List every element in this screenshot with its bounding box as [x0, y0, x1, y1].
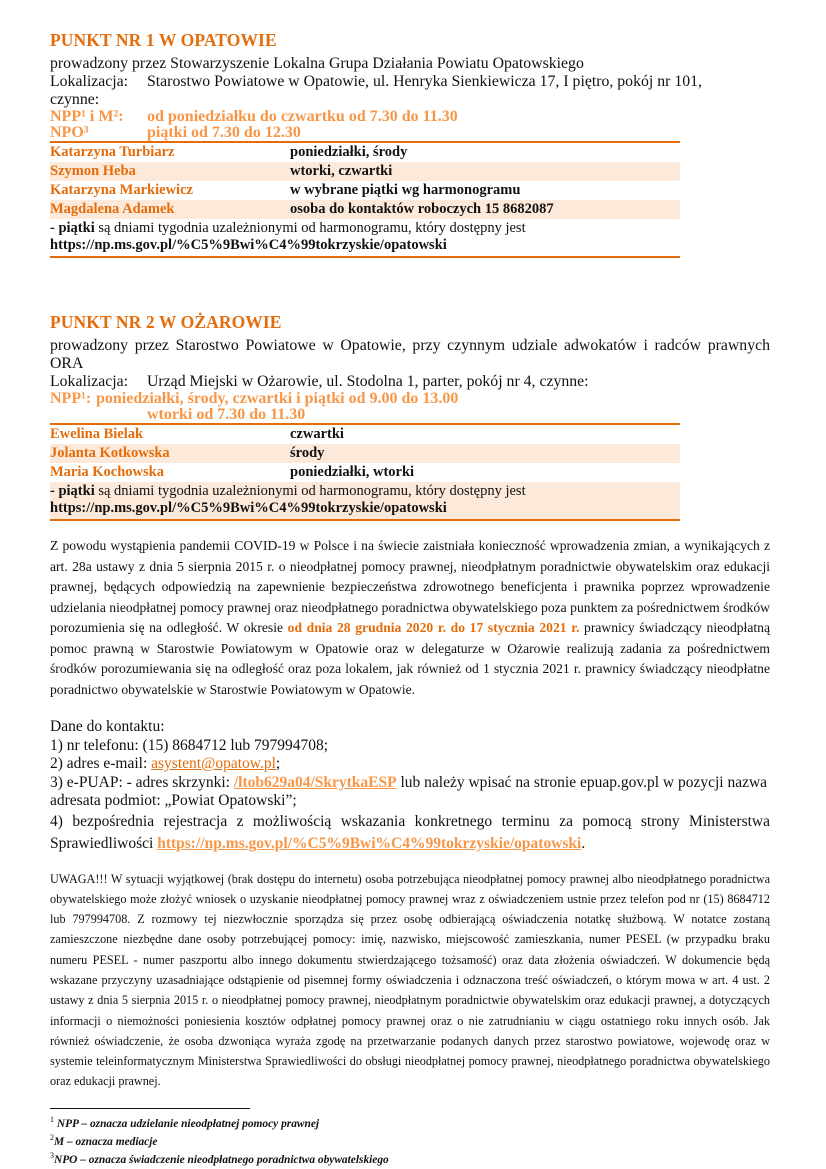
- note-bold: - piątki: [50, 220, 95, 236]
- footnote-2: [50, 1131, 770, 1149]
- staff-name: Magdalena Adamek: [50, 200, 290, 219]
- note-text: są dniami tygodnia uzależnionymi od harmonogramu, który dostępny jest: [94, 483, 526, 499]
- staff-name: Maria Kochowska: [50, 464, 164, 480]
- hours-text: wtorki od 7.30 do 11.30: [147, 406, 306, 423]
- footnote-mark: 1: [50, 1114, 54, 1124]
- covid-date-range: od dnia 28 grudnia 2020 r. do 17 stycznia 2021 r.: [287, 620, 580, 635]
- table-row: [50, 482, 680, 520]
- footnote-text: NPO – oznacza świadczenie nieodpłatnego poradnictwa obywatelskiego: [54, 1154, 389, 1167]
- contact-phone: 1) nr telefonu: (15) 8684712 lub 797994708;: [50, 736, 329, 754]
- contact-epuap: [50, 774, 770, 811]
- staff-days: wtorki, czwartki: [290, 162, 680, 181]
- table-row: [50, 200, 680, 219]
- staff-name: Jolanta Kotkowska: [50, 444, 290, 463]
- covid-text-a: Z powodu wystąpienia pandemii COVID-19 w Polsce i na świecie zaistniała konieczność wprowadzenia zmian, a wynikających z art. 28a ustawy z dnia 5 sierpnia 2015 r. o nieodpłatnej pomocy prawnej, nieodpłatnym poradnictwie obywatelskim oraz edukacji prawnej, będących odpowiedzią na zapewnienie bezpieczeństwa zdrowotnego beneficjenta i prawnika poprzez wprowadzenie udzielania nieodpłatnej pomocy prawnej oraz nieodpłatnego poradnictwa obywatelskiego poza punktem za pośrednictwem środków porozumienia się na odległość. W okresie: [50, 538, 770, 635]
- hours-text: piątki od 7.30 do 12.30: [147, 124, 301, 141]
- email-end: ;: [275, 755, 281, 772]
- table-row: [50, 219, 680, 257]
- note-text: są dniami tygodnia uzależnionymi od harmonogramu, który dostępny jest: [94, 220, 526, 236]
- uwaga-paragraph: UWAGA!!! W sytuacji wyjątkowej (brak dostępu do internetu) osoba potrzebująca nieodpłatnej pomocy prawnej albo nieodpłatnego poradnictwa obywatelskiego może złożyć wniosek o uzyskanie nieodpłatnej pomocy prawnej wraz z oświadczeniem ustnie przez telefon pod nr (15) 8684712 lub 797994708. Z rozmowy tej niezwłocznie sporządza się przez osobę odbierającą oświadczenia notatkę służbową. W notatce zostaną zamieszczone niezbędne dane osoby potrzebującej pomocy: imię, nazwisko, miejscowość zamieszkania, numer PESEL (w przypadku braku numeru PESEL - numer paszportu albo innego dokumentu stwierdzającego tożsamość) oraz data złożenia oświadczeń. W dokumencie będą wskazane przyczyny uzasadniające odstąpienie od pisemnej formy oświadczenia i odznaczona treść oświadczeń, o którym mowa w art. 4 ust. 2 ustawy z dnia 5 sierpnia 2015 r. o nieodpłatnej pomocy prawnej, nieodpłatnym poradnictwie obywatelskim oraz edukacji prawnej, a dotyczących informacji o niemożności poniesienia kosztów odpłatnej pomocy prawnej oraz o nie zatrudnianiu w ciągu ostatniego roku innych osób. Jak również oświadczenie, że osoba dzwoniąca wyraża zgodę na przetwarzanie podanych danych przez starostwo powiatowe, wojewodę oraz w systemie teleinformatycznym Ministerstwa Sprawiedliwości do obsługi nieodpłatnej pomocy prawnej, nieodpłatnego poradnictwa obywatelskiego oraz edukacji prawnej.: [50, 871, 770, 1089]
- punkt1-operator: prowadzony przez Stowarzyszenie Lokalna Grupa Działania Powiatu Opatowskiego: [50, 55, 584, 72]
- footnote-3: [50, 1149, 770, 1167]
- schedule-note: [50, 219, 680, 257]
- epuap-label: 3) e-PUAP: - adres skrzynki:: [50, 773, 234, 791]
- note-bold: - piątki: [50, 483, 95, 499]
- footnote-text: M – oznacza mediacje: [54, 1135, 158, 1148]
- table-row: [50, 162, 680, 181]
- punkt1-location: [50, 73, 770, 91]
- table-row: [50, 444, 680, 463]
- epuap-box-link[interactable]: /ltob629a04/SkrytkaESP: [233, 773, 397, 791]
- location-label: Lokalizacja:: [50, 73, 129, 90]
- staff-days: poniedziałki, środy: [290, 142, 680, 162]
- registration-end: .: [581, 834, 586, 852]
- staff-name: Katarzyna Markiewicz: [50, 182, 193, 198]
- table-row: [50, 463, 680, 482]
- punkt2-location: [50, 373, 770, 391]
- staff-days: w wybrane piątki wg harmonogramu: [290, 182, 521, 198]
- covid-text-b: prawnicy świadczący nieodpłatną pomoc prawną w Starostwie Powiatowym w Opatowie oraz w delegaturze w Ożarowie realizują zadania za pośrednictwem środków porozumiewania się na odległość oraz poza lokalem, jak również od 1 stycznia 2021 r. prawnicy świadczący nieodpłatne poradnictwo obywatelskie w Starostwie Powiatowym w Opatowie.: [50, 620, 770, 697]
- hours-text: poniedziałki, środy, czwartki i piątki od 9.00 do 13.00: [96, 390, 459, 407]
- punkt2-hours-2: [50, 407, 770, 423]
- punkt1-hours-2: [50, 125, 770, 141]
- hours-text: od poniedziałku do czwartku od 7.30 do 11.30: [147, 108, 458, 125]
- footnote-mark: 3: [50, 1151, 54, 1161]
- schedule-note: [50, 482, 680, 520]
- location-label: Lokalizacja:: [50, 373, 129, 390]
- location-text: Urząd Miejski w Ożarowie, ul. Stodolna 1, parter, pokój nr 4, czynne:: [147, 373, 589, 390]
- contact-registration: [50, 811, 770, 855]
- table-row: [50, 142, 680, 162]
- punkt2-operator: prowadzony przez Starostwo Powiatowe w Opatowie, przy czynnym udziale adwokatów i radców prawnych ORA: [50, 337, 770, 372]
- punkt2-hours-1: [50, 391, 770, 407]
- punkt1-open-label: czynne:: [50, 91, 100, 108]
- staff-days: środy: [290, 444, 680, 463]
- contact-header: Dane do kontaktu:: [50, 718, 165, 735]
- location-text: Starostwo Powiatowe w Opatowie, ul. Henryka Sienkiewicza 17, I piętro, pokój nr 101,: [147, 73, 702, 90]
- table-row: [50, 181, 680, 200]
- document-page: [50, 30, 770, 1168]
- punkt2-staff-table: [50, 423, 680, 521]
- staff-days: czwartki: [290, 424, 680, 444]
- staff-name: Szymon Heba: [50, 162, 290, 181]
- staff-name: Katarzyna Turbiarz: [50, 142, 290, 162]
- footnote-1: [50, 1113, 770, 1131]
- covid-paragraph: [50, 536, 770, 700]
- hours-label: NPP¹:: [50, 390, 92, 407]
- staff-days: poniedziałki, wtorki: [290, 464, 415, 480]
- email-label: 2) adres e-mail:: [50, 755, 152, 772]
- footnote-text: NPP – oznacza udzielanie nieodpłatnej pomocy prawnej: [54, 1117, 320, 1130]
- schedule-link[interactable]: https://np.ms.gov.pl/%C5%9Bwi%C4%99tokrzyskie/opatowski: [50, 237, 447, 253]
- section-title-punkt2: PUNKT NR 2 W OŻAROWIE: [50, 312, 282, 332]
- staff-days: osoba do kontaktów roboczych 15 8682087: [290, 200, 680, 219]
- hours-label: NPP¹ i M²:: [50, 108, 124, 125]
- table-row: [50, 424, 680, 444]
- epuap-text: lub należy wpisać na stronie epuap.gov.pl w pozycji nazwa adresata podmiot: „Powiat Opatowski”;: [50, 773, 768, 809]
- registration-text: 4) bezpośrednia rejestracja z możliwością wskazania konkretnego terminu za pomocą strony Ministerstwa Sprawiedliwości: [50, 812, 770, 852]
- section-title-punkt1: PUNKT NR 1 W OPATOWIE: [50, 30, 277, 50]
- contact-email: [50, 755, 770, 774]
- staff-name: Ewelina Bielak: [50, 424, 290, 444]
- registration-link[interactable]: https://np.ms.gov.pl/%C5%9Bwi%C4%99tokrzyskie/opatowski: [157, 834, 582, 852]
- schedule-link[interactable]: https://np.ms.gov.pl/%C5%9Bwi%C4%99tokrzyskie/opatowski: [50, 500, 447, 516]
- footnote-separator: [50, 1108, 250, 1109]
- hours-label: NPO³: [50, 124, 89, 141]
- footnote-mark: 2: [50, 1133, 54, 1143]
- email-link[interactable]: asystent@opatow.pl: [151, 755, 276, 772]
- punkt1-staff-table: [50, 141, 680, 258]
- punkt1-hours-1: [50, 109, 770, 125]
